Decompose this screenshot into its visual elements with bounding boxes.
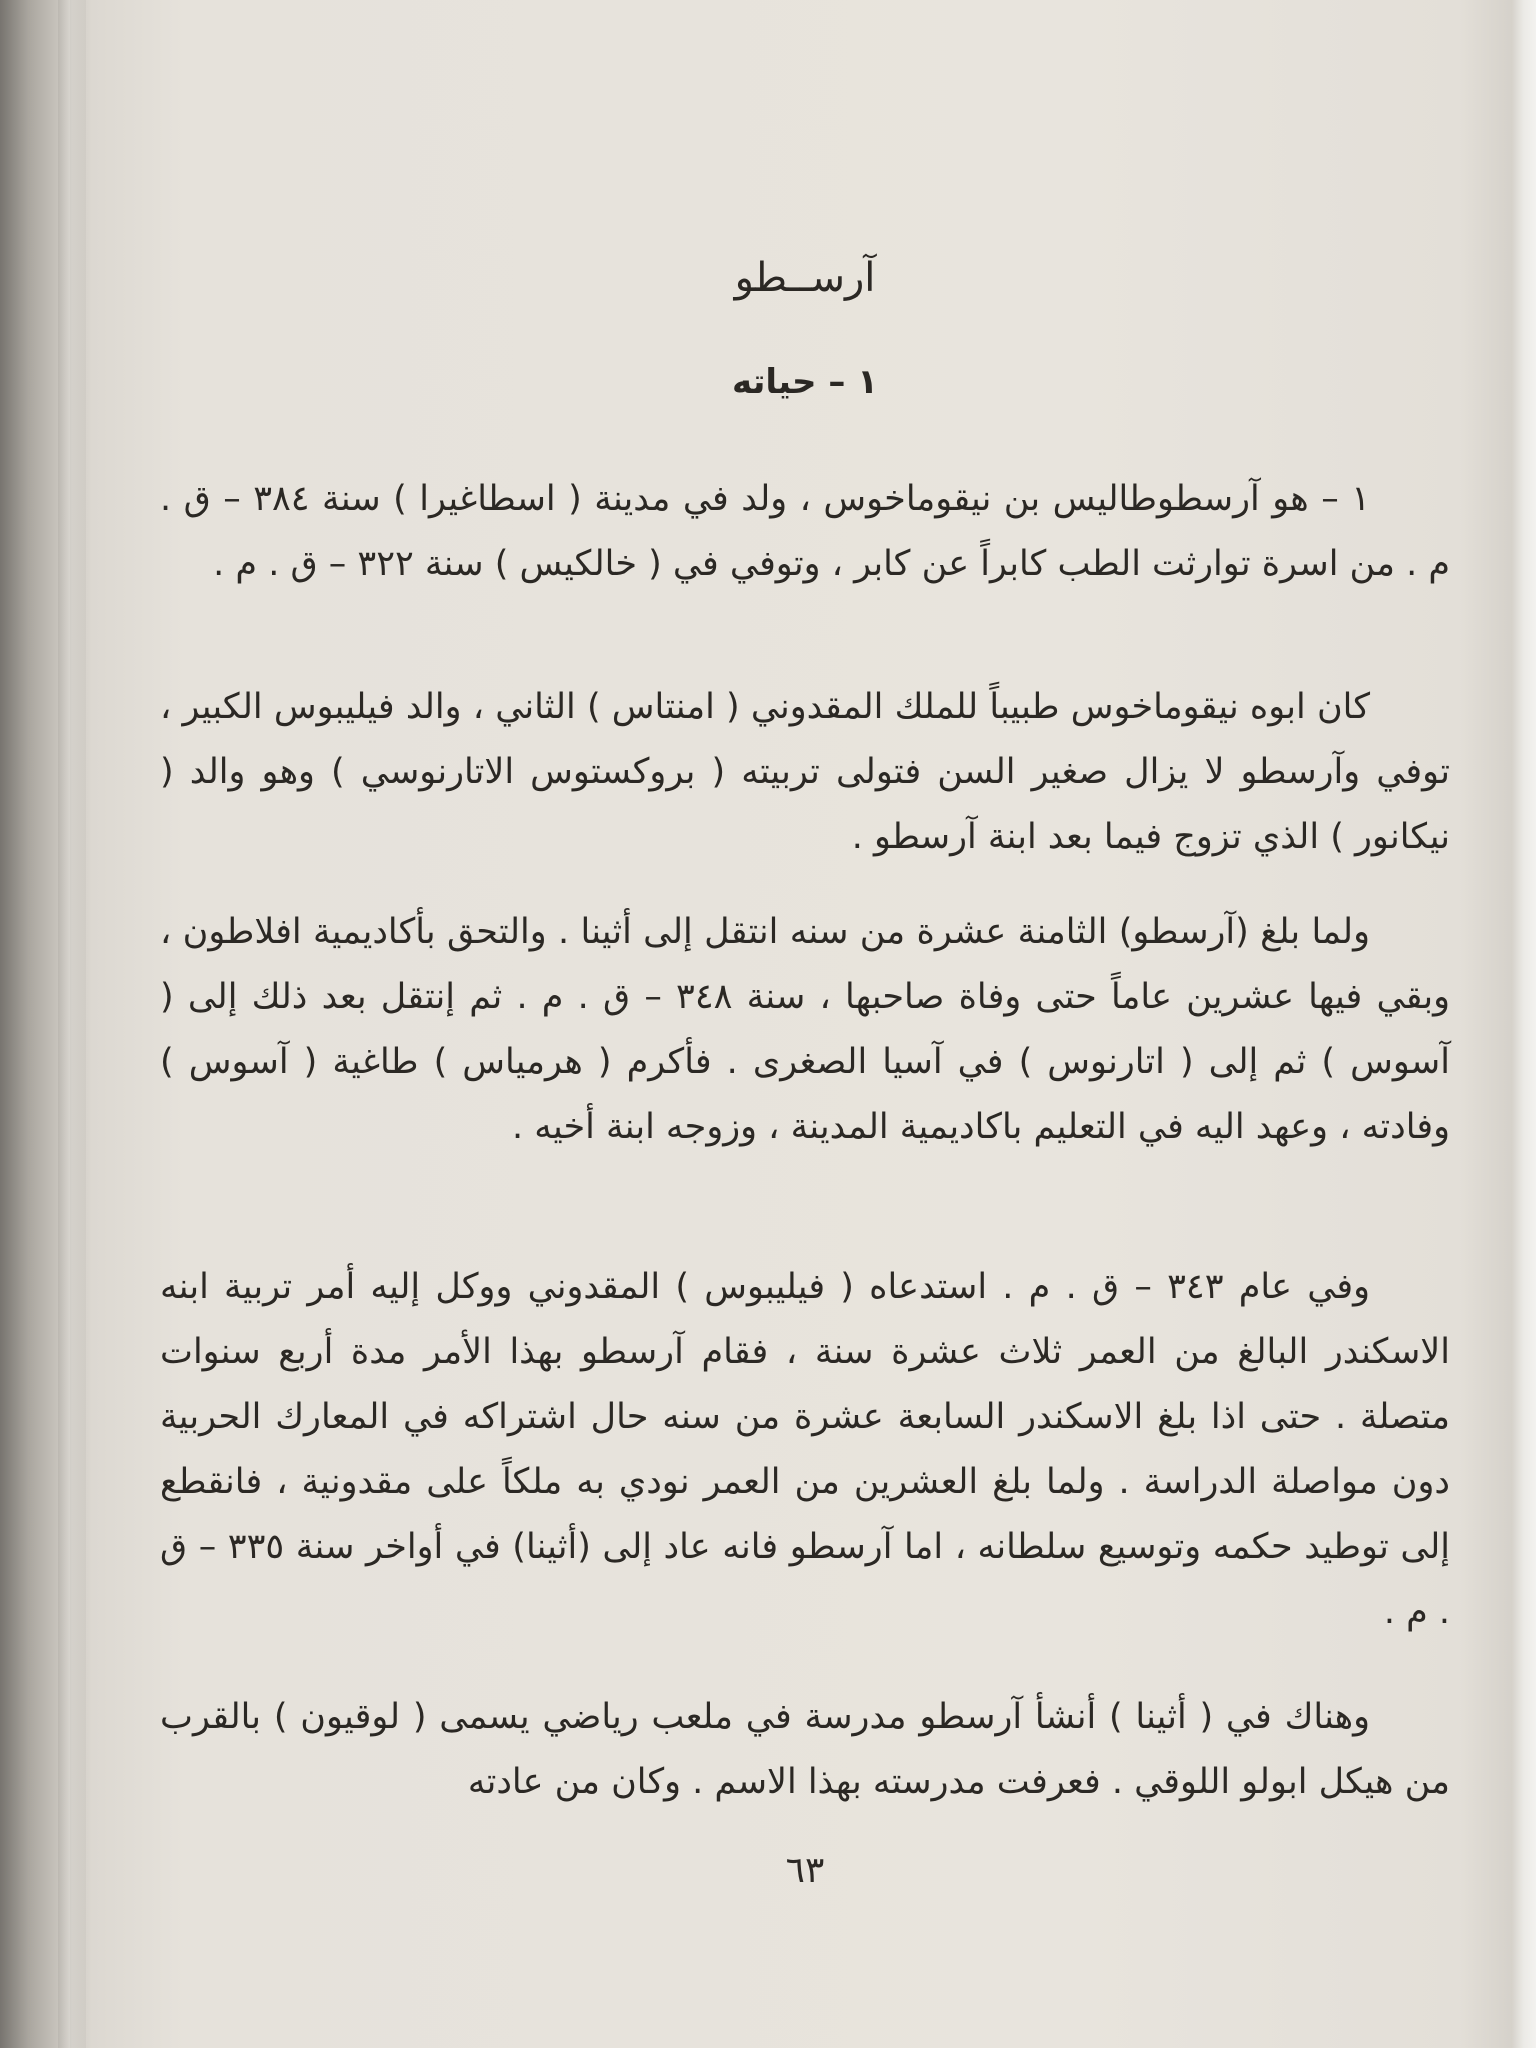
page-number: ٦٣: [785, 1850, 825, 1891]
section-heading: ١ – حياته: [732, 362, 878, 402]
book-page: [100, 0, 1490, 2048]
paragraph-1: ١ – هو آرسطوطاليس بن نيقوماخوس ، ولد في مدينة ( اسطاغيرا ) سنة ٣٨٤ – ق . م . من اسرة توارثت الطب كابراً عن كابر ، وتوفي في ( خالكيس ) سنة ٣٢٢ – ق . م .: [160, 479, 1450, 584]
right-page-edge: [1512, 0, 1536, 2048]
paragraph-4: وفي عام ٣٤٣ – ق . م . استدعاه ( فيليبوس ) المقدوني ووكل إليه أمر تربية ابنه الاسكندر البالغ من العمر ثلاث عشرة سنة ، فقام آرسطو بهذا الأمر مدة أربع سنوات متصلة . حتى اذا بلغ الاسكندر السابعة عشرة من سنه حال اشتراكه في المعارك الحربية دون مواصلة الدراسة . ولما بلغ العشرين من العمر نودي به ملكاً على مقدونية ، فانقطع إلى توطيد حكمه وتوسيع سلطانه ، اما آرسطو فانه عاد إلى (أثينا) في أواخر سنة ٣٣٥ – ق . م .: [160, 1267, 1450, 1632]
paragraph-3: ولما بلغ (آرسطو) الثامنة عشرة من سنه انتقل إلى أثينا . والتحق بأكاديمية افلاطون ، وبقي فيها عشرين عاماً حتى وفاة صاحبها ، سنة ٣٤٨ – ق . م . ثم إنتقل بعد ذلك إلى ( آسوس ) ثم إلى ( اتارنوس ) في آسيا الصغرى . فأكرم ( هرمياس ) طاغية ( آسوس ) وفادته ، وعهد اليه في التعليم باكاديمية المدينة ، وزوجه ابنة أخيه .: [160, 912, 1450, 1147]
paragraph-2: كان ابوه نيقوماخوس طبيباً للملك المقدوني ( امنتاس ) الثاني ، والد فيليبوس الكبير ، توفي وآرسطو لا يزال صغير السن فتولى تربيته ( بروكستوس الاتارنوسي ) وهو والد ( نيكانور ) الذي تزوج فيما بعد ابنة آرسطو .: [160, 687, 1450, 857]
paragraph-5: وهناك في ( أثينا ) أنشأ آرسطو مدرسة في ملعب رياضي يسمى ( لوقيون ) بالقرب من هيكل ابولو اللوقي . فعرفت مدرسته بهذا الاسم . وكان من عادته: [160, 1697, 1450, 1802]
page-gutter: [58, 0, 86, 2048]
chapter-title: آرســطو: [734, 255, 876, 301]
